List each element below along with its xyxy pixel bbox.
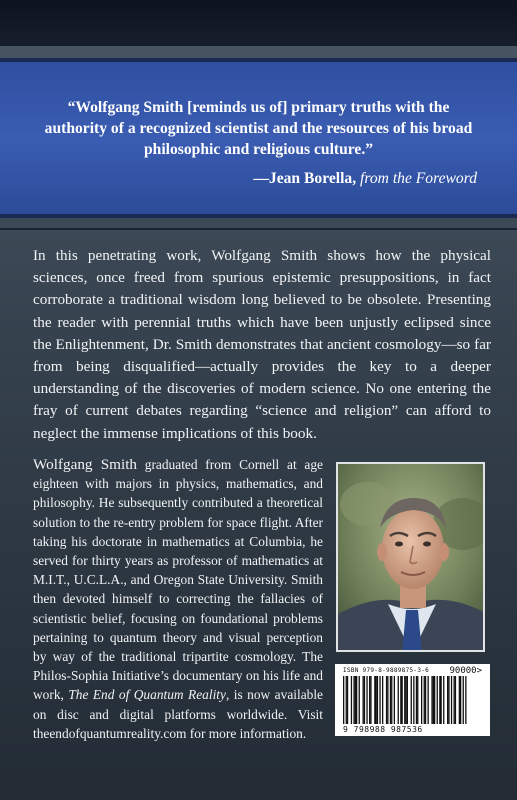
endorsement-quote: “Wolfgang Smith [reminds us of] primary truths with the authority of a recognized scientist and the resources of his broad philosophic and religious culture.” [44,99,473,158]
barcode-bar [353,676,354,724]
barcode-bar [363,676,364,724]
author-portrait-image [338,464,485,652]
barcode-bar [400,676,401,724]
barcode-bar [376,676,377,724]
barcode-bar [459,676,460,724]
author-bio-part-2: , is now available on disc and digital platforms worldwide. Visit theendofquantumreality.com for more information. [33,687,324,741]
isbn-label: ISBN 979-8-9889875-3-6 [343,667,430,674]
barcode-bar [417,676,418,724]
author-bio [33,455,323,743]
barcode-bar [351,676,352,724]
barcode-bar [387,676,388,724]
barcode-bar [386,676,387,724]
barcode-bar [382,676,383,724]
barcode-bar [443,676,444,724]
barcode-bar [416,676,417,724]
barcode-bar [405,676,406,724]
barcode-bar [454,676,455,724]
barcode-bar [356,676,357,724]
barcode-bar [465,676,466,724]
barcode-bar [398,676,399,724]
barcode-bar [441,676,442,724]
barcode-bar [369,676,370,724]
quote-author: —Jean Borella, [253,170,357,187]
barcode-bar [343,676,344,724]
quote-panel [0,58,517,218]
barcode-bar [364,676,365,724]
barcode-bar [394,676,395,724]
barcode-bar [413,676,414,724]
barcode-bars [343,676,482,724]
barcode-box [335,664,490,736]
author-bio-part-1: graduated from Cornell at age eighteen with majors in physics, mathematics, and philosophy. He subsequently contributed a theoretical solution to the re-entry problem for space flight. After taking his doctorate in mathematics at Columbia, he served for thirty years as professor of mathematics at M.I.T., U.C.L.A., and Oregon State University. Smith then devoted himself to correcting the fallacies of scientistic belief, focusing on foundational problems pertaining to quantum theory and visual perception by way of the traditional tripartite cosmology. The Philos-Sophia Initiative’s documentary on his life and work, [33,457,323,703]
barcode-bar [421,676,422,724]
barcode-bar [391,676,392,724]
documentary-title: The End of Quantum Reality [68,687,226,703]
book-description: In this penetrating work, Wolfgang Smith shows how the physical sciences, once freed from spurious epistemic presuppositions, in fact corroborate a traditional wisdom long believed to be obsolete. Presenting the reader with perennial truths which have been unjustly eclipsed since the Enlightenment, Dr. Smith demonstrates that ancient cosmology—so far from being disqualified—actually provides the key to a deeper understanding of the discoveries of modern science. No one entering the fray of current debates regarding “science and religion” can afford to neglect the immense implications of this book. [33,247,491,442]
barcode-bar [347,676,348,724]
barcode-bar [404,676,405,724]
barcode-bar [433,676,434,724]
barcode-bar [425,676,426,724]
quote-attribution [253,170,477,188]
barcode-bar [455,676,456,724]
barcode-bar [451,676,452,724]
barcode-bar [359,676,360,724]
author-photo [336,462,485,652]
barcode-bar [411,676,412,724]
barcode-bar [437,676,438,724]
barcode-bar [447,676,448,724]
barcode-bar [366,676,367,724]
barcode-bar [377,676,378,724]
barcode-bar [355,676,356,724]
separator-line [0,228,517,230]
barcode-bar [428,676,429,724]
author-name: Wolfgang Smith [33,456,138,473]
barcode-bar [448,676,449,724]
barcode-bar [424,676,425,724]
barcode-bar [463,676,464,724]
barcode-bar [374,676,375,724]
quote-source: from the Foreword [360,170,477,187]
barcode-bar [439,676,440,724]
barcode-digits: 9 798988 987536 [343,725,423,734]
barcode-bar [431,676,432,724]
barcode-bar [346,676,347,724]
barcode-bar [402,676,403,724]
barcode-bar [390,676,391,724]
barcode-bar [379,676,380,724]
barcode-bar [460,676,461,724]
barcode-bar [407,676,408,724]
barcode-bar [434,676,435,724]
barcode-bar [370,676,371,724]
top-dark-band [0,0,517,46]
price-code: 90000> [449,666,482,676]
